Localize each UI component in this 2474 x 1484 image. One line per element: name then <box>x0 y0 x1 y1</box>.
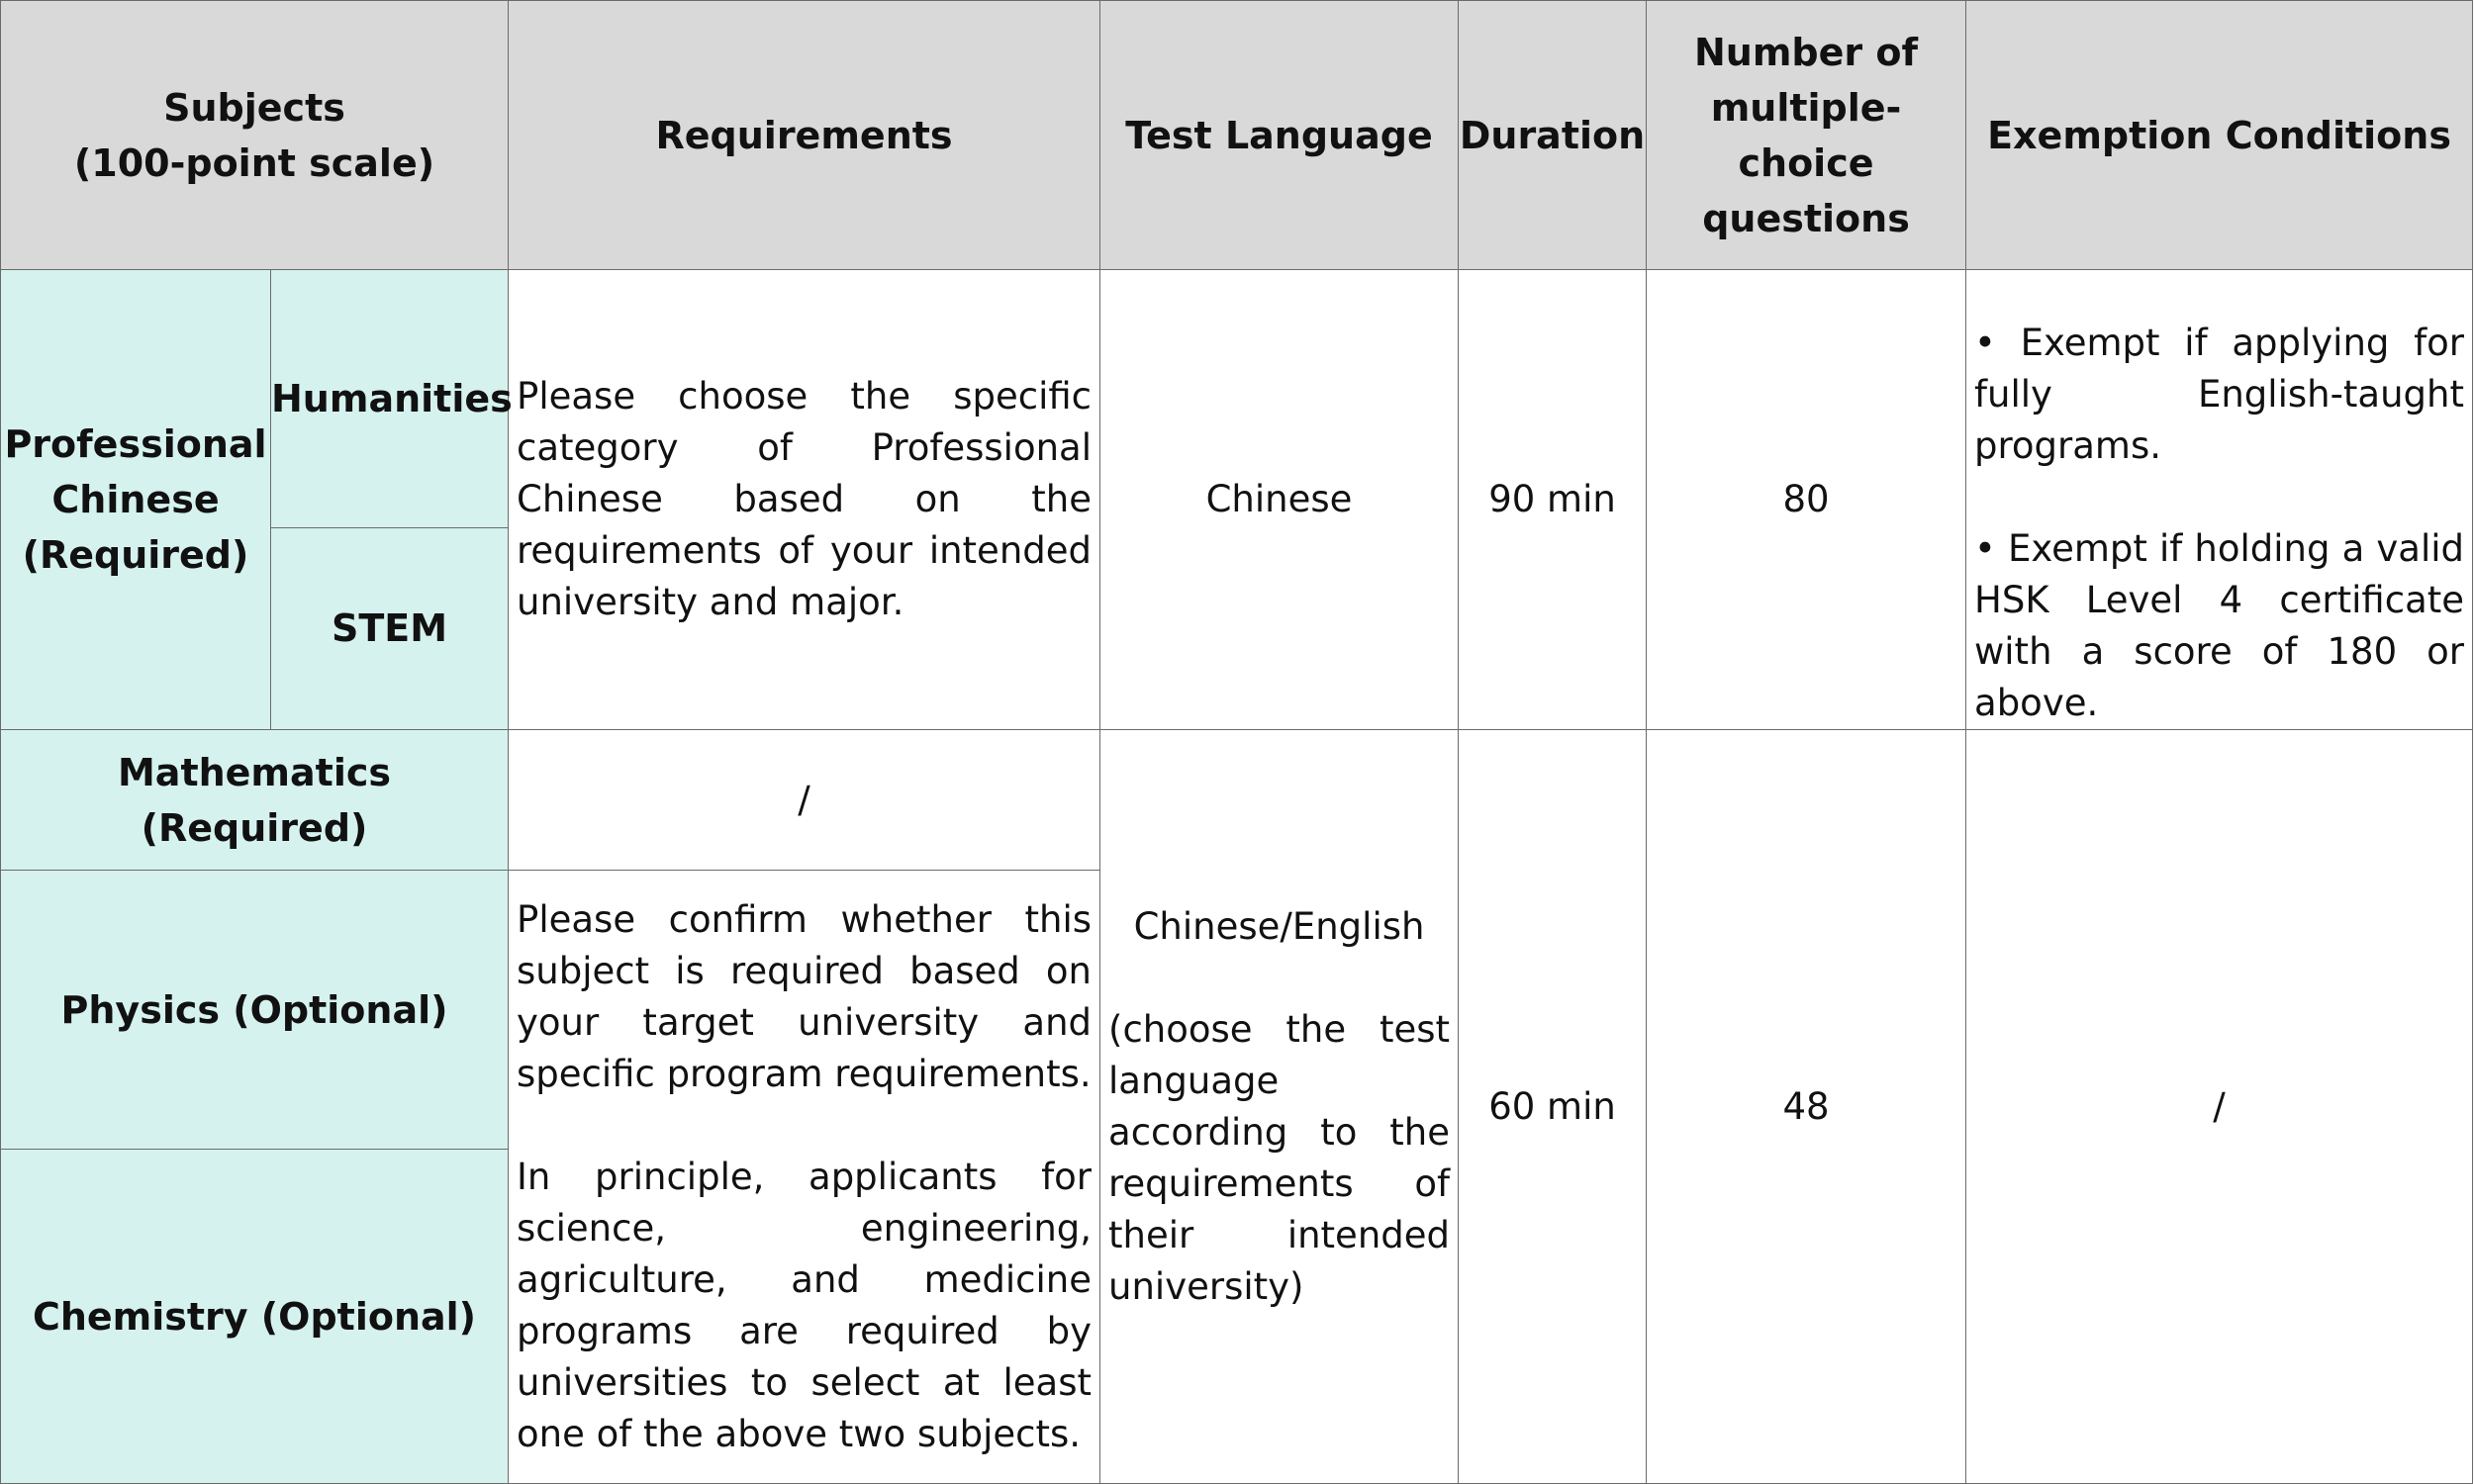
header-row <box>1 1 2473 270</box>
subject-chemistry: Chemistry (Optional) <box>1 1150 509 1484</box>
track-stem: STEM <box>271 527 509 729</box>
test-language-value: Chinese/English <box>1133 904 1425 948</box>
header-subjects-label: Subjects <box>163 85 345 130</box>
requirement-mathematics: / <box>509 730 1100 871</box>
subject-name-line2: Chinese <box>51 478 220 521</box>
exemption-shared: / <box>1966 730 2473 1484</box>
duration-90: 90 min <box>1459 270 1647 730</box>
requirement-text: Please choose the specific category of Professional Chinese based on the requirements of your intended university and major. <box>517 375 1093 623</box>
requirement-optional-text-2: In principle, applicants for science, engineering, agriculture, and medicine programs are required by universities to select at least one of the above two subjects. <box>517 1155 1093 1455</box>
header-subjects <box>1 1 509 270</box>
table-row <box>1 270 2473 528</box>
table-row <box>1 730 2473 871</box>
requirement-optional-text-1: Please confirm whether this subject is required based on your target university and specific program requirements. <box>517 897 1093 1095</box>
subject-name-line1: Professional <box>4 422 267 466</box>
requirement-professional-chinese <box>509 270 1100 730</box>
mcq-80: 80 <box>1647 270 1966 730</box>
subject-professional-chinese <box>1 270 271 730</box>
header-requirements: Requirements <box>509 1 1100 270</box>
subject-physics: Physics (Optional) <box>1 871 509 1150</box>
header-scale-label: (100-point scale) <box>73 140 435 185</box>
duration-60: 60 min <box>1459 730 1647 1484</box>
subject-mathematics: Mathematics (Required) <box>1 730 509 871</box>
test-language-note: (choose the test language according to the requirements of their intended university) <box>1108 1007 1451 1308</box>
exemption-item-2: • Exempt if holding a valid HSK Level 4 certificate with a score of 180 or above. <box>1974 527 2465 724</box>
header-exemption: Exemption Conditions <box>1966 1 2473 270</box>
header-test-language: Test Language <box>1100 1 1459 270</box>
track-humanities: Humanities <box>271 270 509 528</box>
header-mcq-line3: questions <box>1702 196 1910 240</box>
header-duration: Duration <box>1459 1 1647 270</box>
mcq-48: 48 <box>1647 730 1966 1484</box>
exemption-item-1: • Exempt if applying for fully English-taught programs. <box>1974 322 2465 467</box>
header-mcq <box>1647 1 1966 270</box>
test-language-chinese-english <box>1100 730 1459 1484</box>
header-mcq-line2: multiple-choice <box>1710 85 1902 185</box>
exemption-professional-chinese <box>1966 270 2473 730</box>
requirement-optional-subjects <box>509 871 1100 1484</box>
header-mcq-line1: Number of <box>1693 30 1919 74</box>
subject-name-line3: (Required) <box>22 533 249 577</box>
test-language-chinese: Chinese <box>1100 270 1459 730</box>
